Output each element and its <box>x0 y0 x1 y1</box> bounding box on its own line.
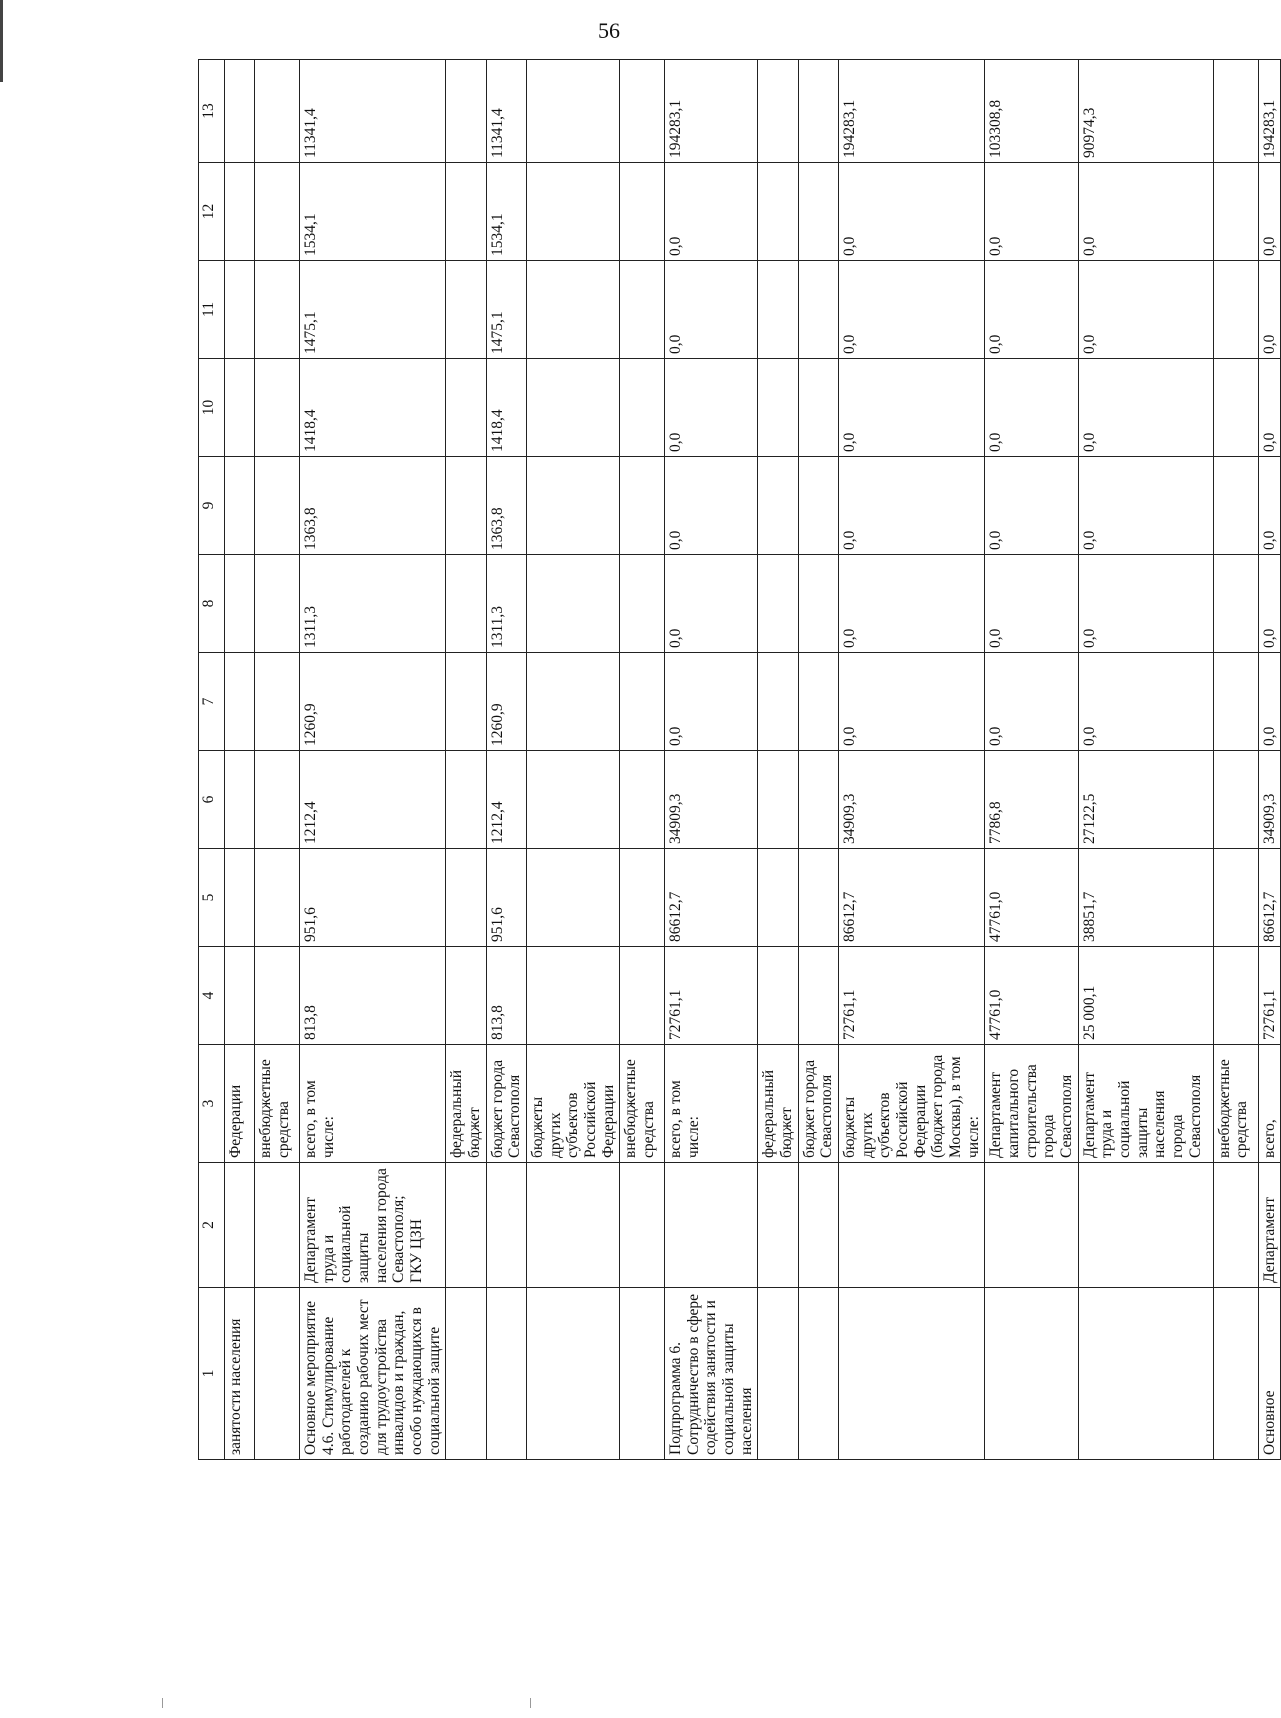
table-cell <box>1213 457 1258 555</box>
table-cell: 1534,1 <box>486 163 526 261</box>
table-cell: федеральный бюджет <box>758 1045 798 1163</box>
table-row <box>1258 60 1281 1460</box>
table-cell: 72761,1 <box>839 947 985 1045</box>
table-cell <box>798 163 838 261</box>
table-cell <box>1213 60 1258 163</box>
table-cell: 0,0 <box>839 261 985 359</box>
table-cell <box>255 751 300 849</box>
table-cell: занятости населения <box>225 1288 255 1460</box>
table-cell <box>798 849 838 947</box>
table-row <box>300 60 446 1460</box>
table-cell <box>985 1163 1078 1288</box>
table-cell <box>620 947 665 1045</box>
table-cell <box>526 1288 619 1460</box>
table-cell: 0,0 <box>665 555 758 653</box>
table-cell <box>1213 359 1258 457</box>
column-number-header: 1 <box>199 1288 225 1460</box>
table-cell <box>446 555 486 653</box>
table-cell <box>255 457 300 555</box>
table-cell <box>446 457 486 555</box>
column-number-header: 11 <box>199 261 225 359</box>
column-number-header: 10 <box>199 359 225 457</box>
table-cell <box>758 1163 798 1288</box>
table-cell: бюджет города Севастополя <box>798 1045 838 1163</box>
table-cell <box>1213 555 1258 653</box>
table-cell: 25 000,1 <box>1078 947 1213 1045</box>
table-cell: 0,0 <box>1078 163 1213 261</box>
table-cell: 34909,3 <box>665 751 758 849</box>
table-cell: 90974,3 <box>1078 60 1213 163</box>
table-cell: 0,0 <box>839 457 985 555</box>
table-cell <box>225 60 255 163</box>
table-row <box>839 60 985 1460</box>
table-cell <box>798 1163 838 1288</box>
table-row <box>486 60 526 1460</box>
table-cell: 0,0 <box>1078 555 1213 653</box>
table-cell: 1363,8 <box>486 457 526 555</box>
table-cell <box>1213 849 1258 947</box>
table-cell: Подпрограмма 6. Сотрудничество в сфере содействия занятости и социальной защиты населения <box>665 1288 758 1460</box>
table-cell <box>225 1163 255 1288</box>
table-cell: 1475,1 <box>486 261 526 359</box>
table-cell <box>255 163 300 261</box>
table-cell <box>255 261 300 359</box>
table-cell: 0,0 <box>839 653 985 751</box>
table-cell <box>225 163 255 261</box>
table-cell: 0,0 <box>1078 359 1213 457</box>
table-cell <box>839 1288 985 1460</box>
table-cell: 86612,7 <box>1258 849 1281 947</box>
table-cell: 0,0 <box>985 457 1078 555</box>
table-cell <box>620 1288 665 1460</box>
table-cell: 0,0 <box>839 163 985 261</box>
table-cell: 34909,3 <box>1258 751 1281 849</box>
table-cell <box>1213 947 1258 1045</box>
table-cell <box>225 947 255 1045</box>
table-cell: Департамент труда и социальной защиты населения города Севастополя; ГКУ ЦЗН <box>300 1163 446 1288</box>
budget-table <box>198 59 1281 1460</box>
table-cell <box>798 555 838 653</box>
table-cell <box>798 653 838 751</box>
table-cell: 1418,4 <box>300 359 446 457</box>
column-number-header: 6 <box>199 751 225 849</box>
table-cell: 0,0 <box>1258 653 1281 751</box>
table-cell <box>486 1288 526 1460</box>
table-cell <box>758 60 798 163</box>
table-cell <box>758 555 798 653</box>
table-cell: 11341,4 <box>486 60 526 163</box>
table-cell <box>446 359 486 457</box>
table-cell: внебюджетные средства <box>255 1045 300 1163</box>
table-cell: 0,0 <box>665 653 758 751</box>
table-cell: 47761,0 <box>985 849 1078 947</box>
table-cell: 0,0 <box>985 555 1078 653</box>
column-number-header: 9 <box>199 457 225 555</box>
table-cell <box>798 60 838 163</box>
table-cell <box>255 359 300 457</box>
table-cell <box>1078 1163 1213 1288</box>
table-cell: 0,0 <box>839 359 985 457</box>
table-cell: 0,0 <box>985 653 1078 751</box>
table-row <box>446 60 486 1460</box>
table-cell <box>486 1163 526 1288</box>
table-cell <box>255 60 300 163</box>
table-cell: 86612,7 <box>665 849 758 947</box>
table-cell <box>225 359 255 457</box>
table-cell <box>255 653 300 751</box>
table-cell <box>758 849 798 947</box>
table-cell: 813,8 <box>300 947 446 1045</box>
table-cell <box>985 1288 1078 1460</box>
table-cell: 1363,8 <box>300 457 446 555</box>
table-cell: 0,0 <box>839 555 985 653</box>
table-cell <box>526 653 619 751</box>
table-cell: 0,0 <box>985 261 1078 359</box>
binding-edge-line <box>0 0 3 82</box>
table-cell <box>526 163 619 261</box>
table-cell: всего, в том числе: <box>665 1045 758 1163</box>
table-cell: 1311,3 <box>300 555 446 653</box>
table-cell <box>446 163 486 261</box>
table-cell: Департамент труда и социальной защиты населения города Севастополя <box>1078 1045 1213 1163</box>
table-row <box>985 60 1078 1460</box>
table-cell <box>446 60 486 163</box>
table-cell <box>758 359 798 457</box>
table-cell: 72761,1 <box>665 947 758 1045</box>
table-body <box>225 60 1281 1460</box>
column-number-header: 2 <box>199 1163 225 1288</box>
table-cell <box>225 457 255 555</box>
table-cell <box>620 457 665 555</box>
table-cell: всего, в том числе: <box>300 1045 446 1163</box>
table-cell: федеральный бюджет <box>446 1045 486 1163</box>
table-cell <box>1078 1288 1213 1460</box>
table-cell: 1311,3 <box>486 555 526 653</box>
table-row <box>758 60 798 1460</box>
table-cell <box>526 849 619 947</box>
table-cell <box>446 947 486 1045</box>
table-cell <box>225 555 255 653</box>
table-cell: 1260,9 <box>486 653 526 751</box>
table-cell <box>526 947 619 1045</box>
table-cell: Основное <box>1258 1288 1281 1460</box>
table-cell <box>446 849 486 947</box>
table-cell <box>758 163 798 261</box>
table-row <box>665 60 758 1460</box>
table-cell <box>620 359 665 457</box>
table-cell: Департамент <box>1258 1163 1281 1288</box>
table-cell: 11341,4 <box>300 60 446 163</box>
table-cell <box>255 849 300 947</box>
table-cell: внебюджетные средства <box>1213 1045 1258 1163</box>
table-cell: 1475,1 <box>300 261 446 359</box>
table-cell: 0,0 <box>985 163 1078 261</box>
table-row <box>1213 60 1258 1460</box>
scan-mark <box>530 1698 531 1708</box>
table-cell: 0,0 <box>985 359 1078 457</box>
table-cell: бюджет города Севастополя <box>486 1045 526 1163</box>
table-cell <box>255 555 300 653</box>
table-cell: 1212,4 <box>486 751 526 849</box>
table-cell <box>225 751 255 849</box>
table-cell <box>620 653 665 751</box>
table-row <box>255 60 300 1460</box>
table-cell <box>620 60 665 163</box>
table-cell: всего, <box>1258 1045 1281 1163</box>
column-number-header: 3 <box>199 1045 225 1163</box>
table-row <box>620 60 665 1460</box>
table-cell <box>526 751 619 849</box>
table-cell <box>526 60 619 163</box>
table-row <box>798 60 838 1460</box>
page-number: 56 <box>598 18 620 43</box>
table-cell: 0,0 <box>1078 457 1213 555</box>
table-cell <box>1213 751 1258 849</box>
table-cell <box>620 555 665 653</box>
table-cell: 47761,0 <box>985 947 1078 1045</box>
table-cell: 0,0 <box>665 359 758 457</box>
table-cell <box>446 261 486 359</box>
column-number-header: 13 <box>199 60 225 163</box>
table-cell <box>526 261 619 359</box>
table-cell: Департамент капитального строительства города Севастополя <box>985 1045 1078 1163</box>
table-cell: 1418,4 <box>486 359 526 457</box>
table-cell <box>758 261 798 359</box>
table-cell <box>225 653 255 751</box>
table-cell <box>446 751 486 849</box>
table-cell <box>620 163 665 261</box>
table-cell <box>798 1288 838 1460</box>
column-number-header: 7 <box>199 653 225 751</box>
table-cell: 0,0 <box>665 163 758 261</box>
table-cell <box>758 457 798 555</box>
table-cell <box>798 751 838 849</box>
table-cell <box>1213 163 1258 261</box>
column-number-header: 12 <box>199 163 225 261</box>
table-cell <box>1213 653 1258 751</box>
table-cell <box>1213 1163 1258 1288</box>
table-cell: 0,0 <box>1258 457 1281 555</box>
table-cell: 72761,1 <box>1258 947 1281 1045</box>
table-cell <box>1213 1288 1258 1460</box>
table-cell: 0,0 <box>1078 261 1213 359</box>
table-cell: 0,0 <box>1078 653 1213 751</box>
table-cell: 0,0 <box>1258 359 1281 457</box>
table-row <box>526 60 619 1460</box>
table-cell: 813,8 <box>486 947 526 1045</box>
table-cell <box>798 261 838 359</box>
column-number-header: 5 <box>199 849 225 947</box>
table-row <box>1078 60 1213 1460</box>
table-cell: 951,6 <box>300 849 446 947</box>
table-cell: 103308,8 <box>985 60 1078 163</box>
table-cell <box>758 947 798 1045</box>
table-cell: 0,0 <box>1258 261 1281 359</box>
table-cell <box>620 849 665 947</box>
scan-mark <box>162 1698 163 1708</box>
table-cell: 194283,1 <box>1258 60 1281 163</box>
table-cell: 34909,3 <box>839 751 985 849</box>
table-cell: бюджеты других субъектов Российской Федерации <box>526 1045 619 1163</box>
table-cell: 27122,5 <box>1078 751 1213 849</box>
rotated-table-container <box>198 60 1278 1460</box>
table-cell: 0,0 <box>1258 555 1281 653</box>
column-number-header: 4 <box>199 947 225 1045</box>
table-cell <box>255 1163 300 1288</box>
table-cell: 951,6 <box>486 849 526 947</box>
table-cell <box>798 457 838 555</box>
table-cell <box>758 653 798 751</box>
table-cell <box>446 1163 486 1288</box>
table-cell: 1534,1 <box>300 163 446 261</box>
table-cell <box>839 1163 985 1288</box>
table-cell <box>758 751 798 849</box>
table-cell: 0,0 <box>665 457 758 555</box>
table-cell <box>446 653 486 751</box>
table-cell <box>665 1163 758 1288</box>
table-row <box>225 60 255 1460</box>
table-cell: внебюджетные средства <box>620 1045 665 1163</box>
table-cell <box>225 261 255 359</box>
table-cell: 38851,7 <box>1078 849 1213 947</box>
table-cell: 194283,1 <box>665 60 758 163</box>
table-cell: 1212,4 <box>300 751 446 849</box>
table-cell <box>620 1163 665 1288</box>
table-cell <box>526 1163 619 1288</box>
table-cell <box>255 1288 300 1460</box>
table-cell <box>526 359 619 457</box>
table-cell <box>798 359 838 457</box>
table-cell: Основное мероприятие 4.6. Стимулирование работодателей к созданию рабочих мест для трудоустройства инвалидов и граждан, особо нуждающихся в социальной защите <box>300 1288 446 1460</box>
table-cell <box>620 261 665 359</box>
table-cell <box>1213 261 1258 359</box>
table-cell <box>225 849 255 947</box>
table-cell <box>758 1288 798 1460</box>
table-cell <box>526 555 619 653</box>
table-cell: 1260,9 <box>300 653 446 751</box>
column-number-header: 8 <box>199 555 225 653</box>
table-cell: 0,0 <box>1258 163 1281 261</box>
table-cell: 86612,7 <box>839 849 985 947</box>
table-cell <box>620 751 665 849</box>
table-cell: 194283,1 <box>839 60 985 163</box>
table-cell: 7786,8 <box>985 751 1078 849</box>
table-header-row <box>199 60 225 1460</box>
table-cell: бюджеты других субъектов Российской Федерации (бюджет города Москвы), в том числе: <box>839 1045 985 1163</box>
table-cell <box>446 1288 486 1460</box>
table-cell: Федерации <box>225 1045 255 1163</box>
table-cell <box>526 457 619 555</box>
table-cell: 0,0 <box>665 261 758 359</box>
table-cell <box>798 947 838 1045</box>
table-cell <box>255 947 300 1045</box>
